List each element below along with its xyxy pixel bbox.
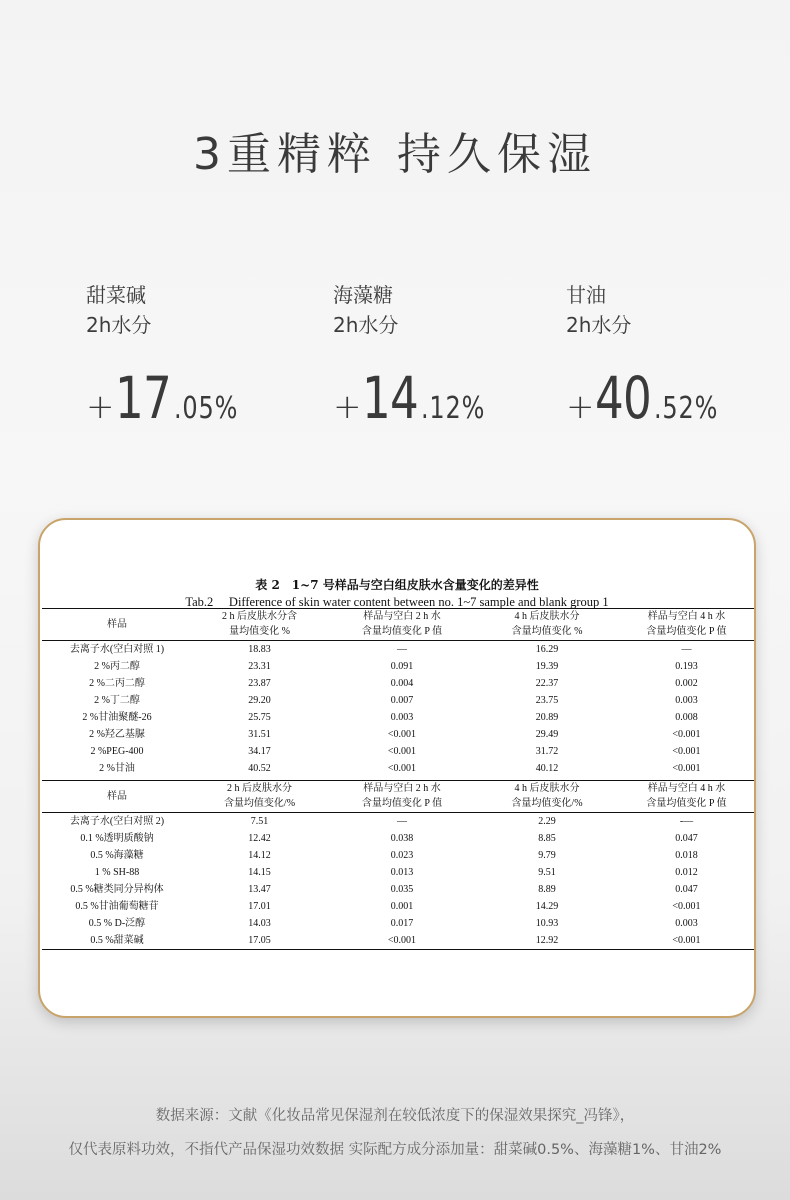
- stat-name: 甘油: [566, 283, 606, 307]
- stat-trehalose: [333, 280, 502, 432]
- value-cell: 19.39: [535, 661, 559, 672]
- header-cell: 样品与空白 4 h 水: [647, 782, 726, 794]
- table-row: [42, 847, 756, 864]
- value-cell: 20.89: [535, 712, 559, 723]
- stat-value: [333, 364, 502, 432]
- stat-sub: 2h水分: [86, 313, 152, 337]
- value-cell: 0.002: [675, 678, 698, 689]
- value-cell: 23.31: [248, 661, 271, 672]
- header-cell: 含量均值变化/%: [223, 798, 296, 810]
- stat-plus: +: [566, 387, 595, 427]
- sample-cell: 0.5 %甜菜碱: [90, 935, 144, 946]
- sample-cell: 2 %二丙二醇: [89, 678, 145, 689]
- stat-sub: 2h水分: [333, 313, 399, 337]
- table-row: [42, 830, 756, 847]
- value-cell: 10.93: [535, 918, 559, 929]
- table-card: [38, 518, 756, 1018]
- value-cell: —: [681, 644, 692, 655]
- header-cell: 4 h 后皮肤水分: [514, 782, 580, 794]
- value-cell: 13.47: [248, 884, 271, 895]
- table-row: [42, 675, 756, 692]
- value-cell: 34.17: [248, 746, 271, 757]
- header-cell: 含量均值变化 P 值: [646, 626, 727, 638]
- value-cell: 23.87: [248, 678, 271, 689]
- header-cell: 含量均值变化 P 值: [361, 798, 443, 810]
- table-row: [42, 813, 756, 831]
- value-cell: 0.193: [675, 661, 698, 672]
- value-cell: 0.023: [390, 850, 414, 861]
- value-cell: 0.004: [390, 678, 414, 689]
- stat-value-dec: .05%: [174, 391, 239, 426]
- value-cell: 9.51: [538, 867, 556, 878]
- value-cell: 25.75: [248, 712, 271, 723]
- sample-cell: 2 %PEG-400: [90, 746, 144, 757]
- value-cell: —: [397, 816, 407, 827]
- stat-sub: 2h水分: [566, 313, 632, 337]
- table-row: [42, 709, 756, 726]
- header-cell: 4 h 后皮肤水分: [514, 610, 580, 622]
- stat-value-dec: .12%: [421, 391, 486, 426]
- value-cell: 17.05: [248, 935, 271, 946]
- sample-cell: 2 %丙二醇: [94, 661, 140, 672]
- value-cell: 9.79: [538, 850, 556, 861]
- value-cell: 0.017: [390, 918, 414, 929]
- value-cell: 29.20: [248, 695, 271, 706]
- value-cell: -—: [679, 816, 694, 827]
- value-cell: 2.29: [538, 816, 556, 827]
- value-cell: 23.75: [535, 695, 559, 706]
- table-row: [42, 864, 756, 881]
- sample-cell: 去离子水(空白对照 1): [69, 644, 165, 655]
- page-title: 3重精粹 持久保湿: [193, 129, 597, 180]
- table-title-cn: 表 2 1~7 号样品与空白组皮肤水含量变化的差异性: [255, 578, 539, 592]
- stat-value-int: 40: [594, 364, 651, 432]
- sample-cell: 2 %丁二醇: [94, 695, 140, 706]
- value-cell: 17.01: [248, 901, 271, 912]
- value-cell: 14.15: [248, 867, 271, 878]
- value-cell: <0.001: [672, 729, 701, 740]
- table-header: [42, 781, 756, 813]
- value-cell: 0.035: [390, 884, 414, 895]
- table-row: [42, 743, 756, 760]
- value-cell: 8.89: [538, 884, 556, 895]
- stat-glycerin: [566, 280, 735, 432]
- value-cell: 0.008: [675, 712, 698, 723]
- value-cell: 0.047: [675, 833, 698, 844]
- table-row: [42, 932, 756, 950]
- value-cell: 0.013: [390, 867, 414, 878]
- value-cell: 40.12: [535, 763, 559, 774]
- value-cell: 0.001: [390, 901, 414, 912]
- table-title-en: Tab.2 Difference of skin water content between no. 1~7 sample and blank group 1: [185, 595, 609, 609]
- sample-cell: 2 %羟乙基脲: [89, 729, 145, 740]
- table-header: [42, 609, 756, 641]
- value-cell: 8.85: [538, 833, 556, 844]
- stat-plus: +: [333, 387, 362, 427]
- header-cell: 含量均值变化 %: [511, 626, 583, 638]
- sample-cell: 0.5 %甘油葡萄糖苷: [75, 901, 159, 912]
- value-cell: —: [397, 644, 407, 655]
- value-cell: 31.72: [535, 746, 559, 757]
- table-row: [42, 692, 756, 709]
- value-cell: 0.003: [390, 712, 414, 723]
- value-cell: 31.51: [248, 729, 271, 740]
- value-cell: <0.001: [387, 763, 417, 774]
- value-cell: 18.83: [248, 644, 271, 655]
- sample-cell: 0.1 %透明质酸钠: [80, 833, 154, 844]
- sample-cell: 2 %甘油聚醚-26: [82, 712, 152, 723]
- header-cell: 2 h 后皮肤水分含: [222, 610, 297, 622]
- stat-value-int: 17: [114, 364, 171, 432]
- sample-cell: 0.5 % D-泛醇: [88, 918, 146, 929]
- stat-betaine: [86, 280, 255, 432]
- header-cell: 样品与空白 2 h 水: [363, 782, 441, 794]
- data-table-part2: [42, 780, 756, 950]
- value-cell: 0.038: [390, 833, 414, 844]
- stat-value: [86, 364, 255, 432]
- value-cell: 0.007: [390, 695, 414, 706]
- value-cell: 14.29: [535, 901, 559, 912]
- header-cell: 样品与空白 2 h 水: [363, 610, 441, 622]
- stat-value-dec: .52%: [654, 391, 719, 426]
- value-cell: <0.001: [387, 729, 417, 740]
- value-cell: <0.001: [672, 935, 701, 946]
- table-row: [42, 658, 756, 675]
- header-cell: 样品与空白 4 h 水: [647, 610, 726, 622]
- sample-cell: 0.5 %海藻糖: [90, 850, 144, 861]
- value-cell: 14.03: [248, 918, 271, 929]
- value-cell: 0.018: [675, 850, 698, 861]
- value-cell: <0.001: [387, 935, 417, 946]
- value-cell: 7.51: [250, 816, 269, 827]
- sample-cell: 0.5 %糖类同分异构体: [70, 884, 164, 895]
- value-cell: 12.92: [535, 935, 559, 946]
- table-row: [42, 726, 756, 743]
- sample-cell: 1 % SH-88: [94, 867, 140, 878]
- value-cell: 0.091: [390, 661, 414, 672]
- stat-value: [566, 364, 735, 432]
- value-cell: 12.42: [248, 833, 271, 844]
- stat-name: 甜菜碱: [86, 283, 146, 307]
- value-cell: 16.29: [535, 644, 559, 655]
- header-cell: 含量均值变化 P 值: [646, 798, 727, 810]
- header-sample: 样品: [107, 618, 127, 630]
- sample-cell: 2 %甘油: [99, 763, 135, 774]
- header-cell: 量均值变化 %: [229, 626, 290, 638]
- value-cell: <0.001: [672, 763, 701, 774]
- table-row: [42, 898, 756, 915]
- value-cell: 0.047: [675, 884, 698, 895]
- value-cell: 29.49: [535, 729, 559, 740]
- header-sample: 样品: [107, 790, 127, 802]
- footer-disclaimer: 仅代表原料功效，不指代产品保湿功效数据 实际配方成分添加量：甜菜碱0.5%、海藻糖1%、甘油2%: [68, 1142, 722, 1158]
- value-cell: 0.003: [675, 918, 698, 929]
- stat-name: 海藻糖: [333, 283, 393, 307]
- value-cell: 40.52: [248, 763, 271, 774]
- value-cell: <0.001: [387, 746, 417, 757]
- header-cell: 含量均值变化/%: [511, 798, 583, 810]
- table-row: [42, 760, 756, 777]
- stat-value-int: 14: [361, 364, 418, 432]
- table-row: [42, 881, 756, 898]
- footer-source: 数据来源：文献《化妆品常见保湿剂在较低浓度下的保湿效果探究_冯锋》，: [155, 1108, 635, 1124]
- sample-cell: 去离子水(空白对照 2): [69, 816, 165, 827]
- header-cell: 2 h 后皮肤水分: [227, 782, 292, 794]
- header-cell: 含量均值变化 P 值: [361, 626, 443, 638]
- table-row: [42, 641, 756, 659]
- value-cell: 0.003: [675, 695, 698, 706]
- value-cell: 14.12: [248, 850, 271, 861]
- table-row: [42, 915, 756, 932]
- value-cell: <0.001: [672, 746, 701, 757]
- value-cell: <0.001: [672, 901, 701, 912]
- data-table-part1: [42, 608, 756, 777]
- value-cell: 0.012: [675, 867, 698, 878]
- value-cell: 22.37: [535, 678, 559, 689]
- stat-plus: +: [86, 387, 115, 427]
